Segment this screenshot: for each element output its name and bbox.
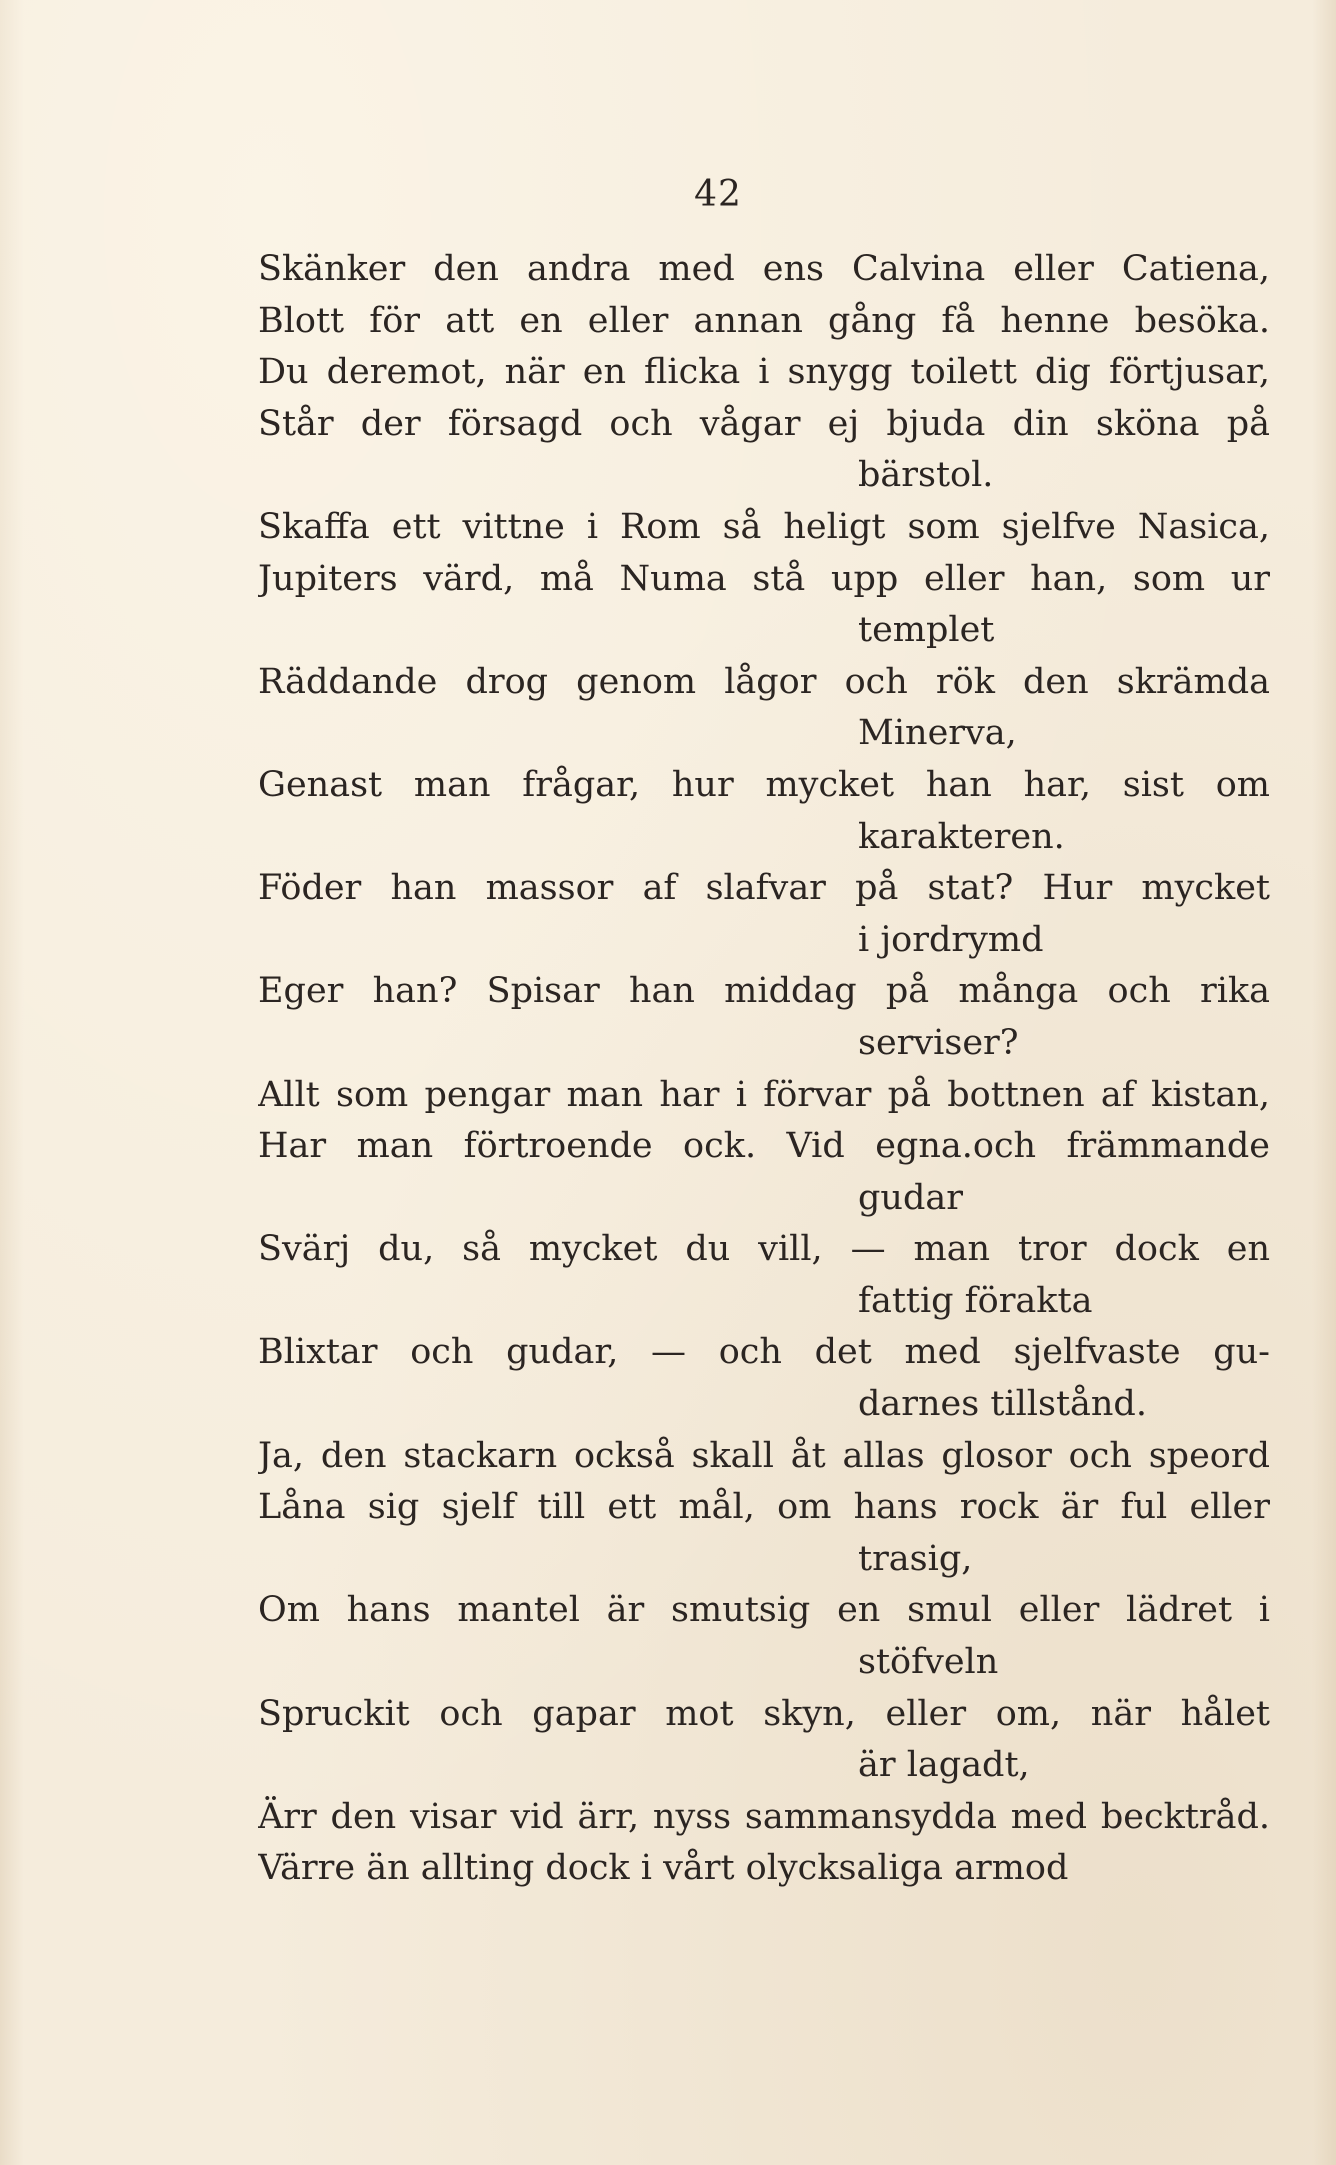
verse-line-continuation: templet: [858, 610, 995, 651]
verse-line: Ärr den visar vid ärr, nyss sammansydda med becktråd.: [258, 1796, 1270, 1837]
verse-line-continuation: gudar: [858, 1177, 963, 1218]
verse-line: Om hans mantel är smutsig en smul eller lädret i: [258, 1590, 1270, 1631]
verse-line: Eger han? Spisar han middag på många och rika: [258, 971, 1270, 1012]
verse-line: Ja, den stackarn också skall åt allas glosor och speord: [258, 1435, 1270, 1476]
verse-line-continuation: karakteren.: [858, 816, 1065, 857]
verse-line: Har man förtroende ock. Vid egna.och främmande: [258, 1126, 1270, 1167]
verse-line-continuation: är lagadt,: [858, 1745, 1030, 1786]
verse-line: Genast man frågar, hur mycket han har, sist om: [258, 764, 1270, 805]
verse-text: [258, 244, 1270, 1895]
verse-line: Skänker den andra med ens Calvina eller Catiena,: [258, 249, 1270, 289]
verse-line: Skaffa ett vittne i Rom så heligt som sjelfve Nasica,: [258, 506, 1270, 547]
verse-line: Låna sig sjelf till ett mål, om hans rock är ful eller: [258, 1487, 1270, 1528]
verse-line: Svärj du, så mycket du vill, — man tror dock en: [258, 1229, 1270, 1270]
verse-line-continuation: i jordrymd: [858, 919, 1044, 960]
verse-line-continuation: stöfveln: [858, 1642, 999, 1683]
verse-line: Blixtar och gudar, — och det med sjelfvaste gu-: [258, 1332, 1270, 1373]
verse-line: Står der försagd och vågar ej bjuda din sköna på: [258, 403, 1270, 444]
verse-line: Allt som pengar man har i förvar på bottnen af kistan,: [258, 1074, 1270, 1115]
verse-line: Räddande drog genom lågor och rök den skrämda: [258, 661, 1270, 702]
verse-line-continuation: darnes tillstånd.: [858, 1384, 1147, 1425]
verse-line: Spruckit och gapar mot skyn, eller om, när hålet: [258, 1693, 1270, 1734]
verse-line: Blott för att en eller annan gång få henne besöka.: [258, 300, 1270, 341]
verse-line: Jupiters värd, må Numa stå upp eller han, som ur: [258, 558, 1270, 599]
verse-line: Värre än allting dock i vårt olycksaliga armod: [258, 1848, 1069, 1889]
verse-line-continuation: bärstol.: [858, 455, 994, 496]
verse-line: Föder han massor af slafvar på stat? Hur mycket: [258, 868, 1270, 909]
verse-line-continuation: serviser?: [858, 1022, 1019, 1063]
verse-line-continuation: Minerva,: [858, 713, 1017, 754]
verse-line-continuation: fattig förakta: [858, 1280, 1093, 1321]
verse-line-continuation: trasig,: [858, 1538, 973, 1579]
page-number: 42: [694, 174, 742, 215]
verse-line: Du deremot, när en flicka i snygg toilett dig förtjusar,: [258, 352, 1270, 393]
